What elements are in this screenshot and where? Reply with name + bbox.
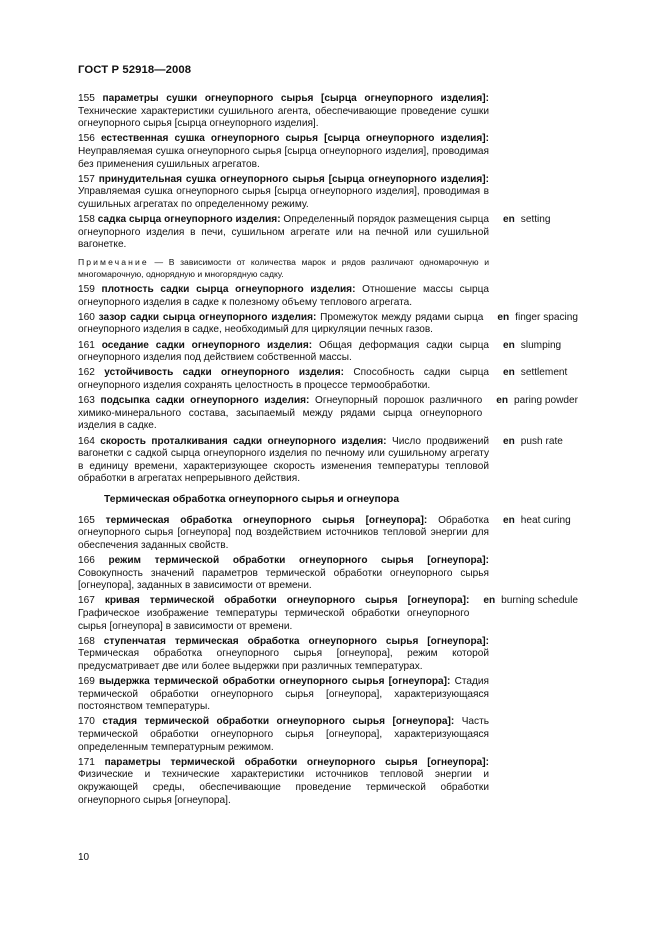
page-number: 10 [78,852,90,863]
term-definition: Стадия термической обработки огнеупорного сырья [огнеупора], характеризующаяся постоянством температуры. [78,676,489,713]
term-definition-block [78,595,469,633]
term-definition: Часть термической обработки огнеупорного сырья [огнеупора], характеризующаяся определенным температурным режимом. [78,716,489,753]
term-title: оседание садки огнеупорного изделия: [101,339,313,351]
term-definition-block [78,757,489,807]
term-title: режим термической обработки огнеупорного сырья [огнеупора]: [108,554,489,566]
english-label: en [503,339,515,351]
term-entry [78,367,578,392]
term-number: 165 [78,514,95,526]
term-number: 171 [78,756,95,768]
term-number: 162 [78,367,95,379]
term-definition: Отношение массы сырца огнеупорного изделия в садке к полезному объему теплового агрегата. [78,284,489,308]
term-title: ступенчатая термическая обработка огнеупорного сырья [огнеупора]: [103,635,489,647]
term-definition-block [78,214,489,252]
english-term: settlement [520,367,568,379]
english-equivalent [503,214,551,252]
note-text: — В зависимости от количества марок и рядов различают одномарочную и многомарочную, однорядную и многорядную садку. [78,256,489,279]
term-number: 158 [78,214,95,226]
english-label: en [503,514,515,526]
term-entry [78,757,578,807]
term-definition: Неуправляемая сушка огнеупорного сырья [сырца огнеупорного изделия], проводимая без применения сушильных агрегатов. [78,145,489,170]
term-number: 161 [78,339,95,351]
english-term: slumping [520,339,562,351]
term-number: 160 [78,311,95,323]
term-number: 169 [78,676,95,688]
term-entry [78,214,578,252]
term-title: садка сырца огнеупорного изделия: [97,214,281,226]
document-header: ГОСТ Р 52918—2008 [78,64,192,76]
english-equivalent [503,515,571,553]
term-number: 163 [78,395,95,407]
term-definition: Управляемая сушка огнеупорного сырья [сырца огнеупорного изделия], проводимая в сушильных агрегатах по определенному режиму. [78,186,489,210]
term-number: 167 [78,595,95,607]
term-entry [78,312,578,337]
entries-group-a [78,93,578,252]
term-definition: Общая деформация садки сырца огнеупорного изделия под действием собственной массы. [78,339,489,364]
term-definition: Обработка огнеупорного сырья [огнеупора] под воздействием источников тепловой энергии для обеспечения заданных свойств. [78,514,489,551]
term-number: 170 [78,716,95,728]
term-definition-block [78,436,489,486]
term-entry [78,93,578,131]
document-body [78,93,578,810]
note [78,257,489,280]
section-title: Термическая обработка огнеупорного сырья и огнеупора [104,493,400,505]
term-title: параметры термической обработки огнеупорного сырья [огнеупора]: [104,756,489,768]
term-title: устойчивость садки огнеупорного изделия: [104,367,344,379]
term-entry [78,515,578,553]
english-label: en [503,367,515,379]
term-definition: Способность садки сырца огнеупорного изделия сохранять целостность в процессе термообработки. [78,367,489,392]
term-title: параметры сушки огнеупорного сырья [сырца огнеупорного изделия]: [102,93,489,104]
term-title: подсыпка садки огнеупорного изделия: [100,395,310,407]
term-number: 155 [78,93,95,104]
term-number: 168 [78,635,95,647]
term-entry [78,284,578,309]
english-term: setting [520,214,551,226]
term-definition: Промежуток между рядами сырца огнеупорного изделия в садке, необходимый для циркуляции печных газов. [78,311,484,336]
term-entry [78,636,578,674]
term-definition: Совокупность значений параметров термической обработки огнеупорного сырья [огнеупора], заданных в зависимости от времени. [78,567,489,592]
term-definition: Физические и технические характеристики источников тепловой энергии и окружающей среды, обеспечивающие проведение термической обработки огнеупорного сырья [огнеупора]. [78,769,489,806]
english-equivalent [483,595,578,633]
english-term: paring powder [514,395,578,407]
term-title: термическая обработка огнеупорного сырья [огнеупора]: [105,514,428,526]
english-label: en [483,595,496,607]
entries-group-c [78,515,578,808]
term-definition-block [78,716,489,754]
term-entry [78,133,578,171]
note-label: Примечание [78,256,149,267]
term-definition: Определенный порядок размещения сырца огнеупорного изделия в печи, сушильном агрегате или на печной или сушильной вагонетке. [78,214,489,251]
english-equivalent [503,436,563,486]
term-definition-block [78,555,489,593]
term-entry [78,555,578,593]
term-definition: Термическая обработка огнеупорного сырья [огнеупора], режим которой предусматривает две или более выдержки при различных температурах. [78,648,489,672]
term-title: кривая термической обработки огнеупорного сырья [огнеупора]: [104,595,470,607]
english-equivalent [503,367,567,392]
term-number: 164 [78,435,95,447]
term-definition-block [78,133,489,171]
term-entry [78,174,578,212]
english-label: en [497,311,510,323]
english-term: finger spacing [515,311,578,323]
english-label: en [503,214,515,226]
term-definition-block [78,515,489,553]
english-term: push rate [520,435,563,447]
term-definition: Число продвижений вагонетки с садкой сырца огнеупорного изделия по печному или сушильному агрегату в единицу времени, характеризующее скорость изменения температуры тепловой обработки в агрегатах непрерывного действия. [78,435,489,485]
term-definition: Графическое изображение температуры термической обработки огнеупорного сырья [огнеупора] в зависимости от времени. [78,607,470,632]
term-definition-block [78,312,483,337]
term-title: плотность садки сырца огнеупорного изделия: [101,284,356,296]
term-definition-block [78,284,489,309]
term-number: 166 [78,554,95,566]
term-title: выдержка термической обработки огнеупорного сырья [огнеупора]: [99,676,451,688]
term-title: естественная сушка огнеупорного сырья [сырца огнеупорного изделия]: [100,133,489,145]
term-entry [78,436,578,486]
term-title: принудительная сушка огнеупорного сырья [сырца огнеупорного изделия]: [98,173,489,185]
term-number: 157 [78,173,95,185]
term-entry [78,676,578,714]
term-definition-block [78,367,489,392]
term-title: зазор садки сырца огнеупорного изделия: [98,311,317,323]
english-equivalent [497,312,578,337]
english-term: heat curing [520,514,571,526]
english-label: en [503,435,515,447]
english-equivalent [496,395,578,433]
term-definition: Огнеупорный порошок различного химико-минерального состава, засыпаемый между рядами сырца огнеупорного изделия в садке. [78,395,483,432]
term-definition-block [78,395,482,433]
english-equivalent [503,340,561,365]
term-definition-block [78,636,489,674]
term-number: 156 [78,133,95,145]
term-title: стадия термической обработки огнеупорного сырья [огнеупора]: [102,716,455,728]
term-entry [78,395,578,433]
term-entry [78,340,578,365]
term-number: 159 [78,284,95,296]
term-title: скорость проталкивания садки огнеупорного изделия: [100,435,387,447]
term-definition: Технические характеристики сушильного агента, обеспечивающие проведение сушки огнеупорного сырья [сырца огнеупорного изделия]. [78,105,489,130]
term-definition-block [78,93,489,131]
english-term: burning schedule [501,595,578,607]
term-entry [78,595,578,633]
term-definition-block [78,340,489,365]
entries-group-b [78,284,578,486]
term-entry [78,716,578,754]
term-definition-block [78,676,489,714]
term-definition-block [78,174,489,212]
english-label: en [496,395,509,407]
